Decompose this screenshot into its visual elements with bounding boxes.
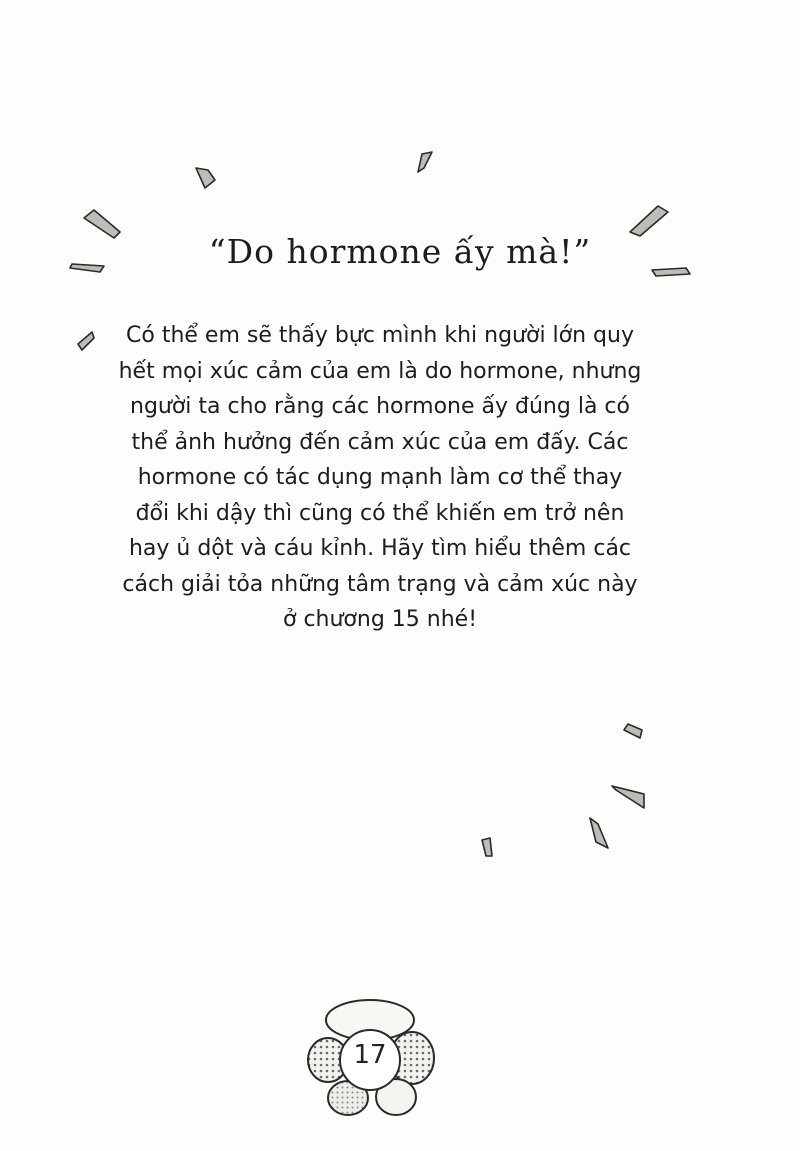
body-line: hết mọi xúc cảm của em là do hormone, nhưng — [118, 358, 642, 384]
body-line: đổi khi dậy thì cũng có thể khiến em trở nên — [135, 500, 625, 526]
body-line: hormone có tác dụng mạnh làm cơ thể thay — [137, 465, 623, 490]
body-line: Có thể em sẽ thấy bực mình khi người lớn quy — [126, 323, 634, 348]
page-title: “Do hormone ấy mà!” — [208, 232, 592, 271]
body-line: người ta cho rằng các hormone ấy đúng là có — [130, 394, 630, 419]
body-line: cách giải tỏa những tâm trạng và cảm xúc này — [122, 571, 638, 597]
body-line: hay ủ dột và cáu kỉnh. Hãy tìm hiểu thêm các — [128, 536, 632, 561]
page-number: 17 — [353, 1040, 387, 1070]
body-line: ở chương 15 nhé! — [282, 607, 478, 632]
body-line: thể ảnh hưởng đến cảm xúc của em đấy. Các — [131, 429, 629, 455]
